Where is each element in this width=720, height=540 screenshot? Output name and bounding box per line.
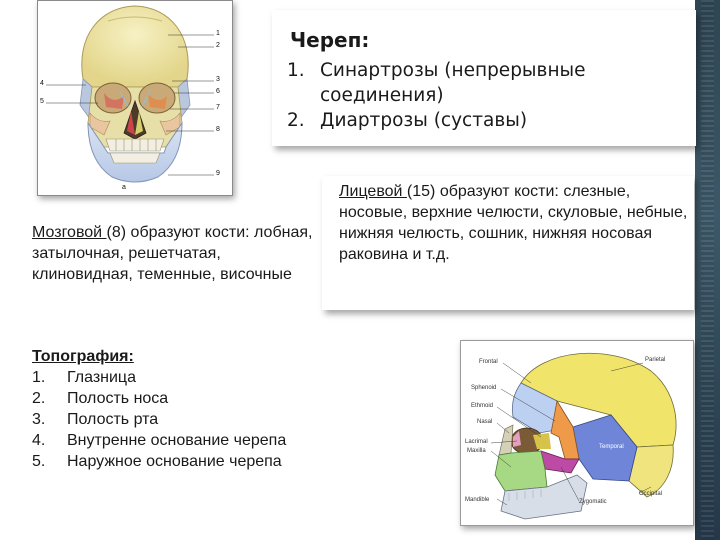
front-label-3: 3: [216, 76, 220, 83]
list-number: 2.: [32, 390, 46, 407]
front-label-a: a: [122, 184, 126, 191]
skull-side-illustration: [461, 341, 693, 525]
label-sphenoid: Sphenoid: [471, 385, 497, 391]
list-number: 1.: [32, 369, 46, 386]
label-temporal: Temporal: [599, 444, 624, 450]
facial-skull-text: [339, 181, 691, 265]
front-label-2: 2: [216, 42, 220, 49]
brain-skull-label: Мозговой: [32, 224, 107, 241]
list-text: Наружное основание черепа: [67, 453, 282, 470]
front-label-4: 4: [40, 80, 44, 87]
list-number: 3.: [32, 411, 46, 428]
label-lacrimal: Lacrimal: [465, 439, 488, 445]
list-item: [32, 388, 362, 409]
front-label-8: 8: [216, 126, 220, 133]
list-item: [287, 108, 647, 133]
list-item: [32, 430, 362, 451]
front-label-5: 5: [40, 98, 44, 105]
front-label-1: 1: [216, 30, 220, 37]
facial-skull-description: (15) образуют кости: слезные, носовые, верхние челюсти, скуловые, небные, нижняя челюсть, сошник, нижняя носовая раковина и т.д.: [339, 183, 688, 263]
list-text: Глазница: [67, 369, 136, 386]
skull-side-figure: [460, 340, 694, 526]
list-text: Полость носа: [67, 390, 169, 407]
list-text: Полость рта: [67, 411, 159, 428]
label-frontal: Frontal: [479, 359, 498, 365]
topography-list: [32, 367, 362, 472]
label-mandible: Mandible: [465, 497, 490, 503]
page-title: Череп:: [290, 28, 370, 52]
label-parietal: Parietal: [645, 357, 666, 363]
list-item: [32, 409, 362, 430]
joint-types-list: [287, 58, 647, 133]
list-text: Диартрозы (суставы): [320, 110, 528, 131]
skull-front-figure: [37, 0, 233, 196]
brain-skull-description: (8) образуют кости: лобная, затылочная, решетчатая, клиновидная, теменные, височные: [32, 224, 313, 283]
label-occipital: Occipital: [639, 491, 663, 497]
nasal-bone-shape: [499, 425, 513, 455]
label-ethmoid: Ethmoid: [471, 403, 494, 409]
topography-section: [32, 346, 362, 472]
list-text: Внутренне основание черепа: [67, 432, 287, 449]
list-item: [287, 58, 640, 108]
front-label-7: 7: [216, 104, 220, 111]
list-number: 4.: [32, 432, 46, 449]
facial-skull-label: Лицевой: [339, 183, 407, 200]
decorative-edge-strip: [695, 0, 720, 540]
front-label-6: 6: [216, 88, 220, 95]
label-nasal: Nasal: [477, 419, 493, 425]
frontal-bone-shape: [82, 6, 188, 87]
maxilla-bone-shape: [495, 451, 547, 491]
list-number: 5.: [32, 453, 46, 470]
list-text: Синартрозы (непрерывные соединения): [320, 60, 586, 106]
list-item: [32, 367, 362, 388]
list-number: 2.: [287, 110, 305, 131]
list-item: [32, 451, 362, 472]
topography-heading: Топография:: [32, 348, 134, 365]
label-maxilla: Maxilla: [467, 448, 486, 454]
front-label-9: 9: [216, 170, 220, 177]
label-zygomatic: Zygomatic: [579, 499, 607, 505]
skull-front-illustration: [38, 1, 232, 195]
brain-skull-text: [32, 222, 322, 285]
list-number: 1.: [287, 60, 305, 81]
